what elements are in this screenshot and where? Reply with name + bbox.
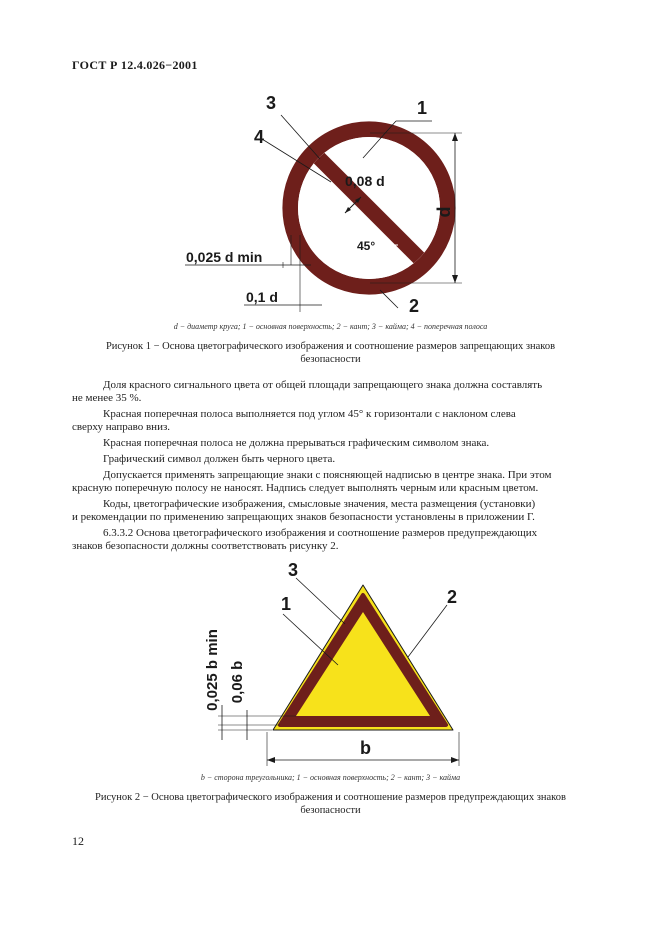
para-7-line2: знаков безопасности должны соответствовать рисунку 2. <box>72 540 339 552</box>
edge-min-label: 0,025 b min <box>204 629 221 711</box>
body-text <box>72 379 602 553</box>
page-number: 12 <box>72 834 84 848</box>
callout-2: 2 <box>447 587 458 607</box>
warning-sign-figure <box>180 550 500 772</box>
para-6-line2: и рекомендации по применению запрещающих знаков безопасности установлены в приложении Г. <box>72 511 535 523</box>
edge-min-label: 0,025 d min <box>186 249 263 265</box>
para-6-line1: Коды, цветографические изображения, смысловые значения, места размещения (установки) <box>103 498 536 510</box>
callout-3: 3 <box>266 93 277 113</box>
border-label: 0,1 d <box>246 289 278 305</box>
figure2-caption-line1: Рисунок 2 − Основа цветографического изображения и соотношение размеров предупреждающих знаков <box>95 792 566 803</box>
figure2-caption <box>40 791 621 817</box>
figure1-caption-line2: безопасности <box>300 354 361 365</box>
side-label: b <box>360 738 371 758</box>
para-4: Графический символ должен быть черного цвета. <box>103 453 336 465</box>
angle-label: 45° <box>357 239 376 253</box>
figure1-legend: d − диаметр круга; 1 − основная поверхность; 2 − кант; 3 − кайма; 4 − поперечная полоса <box>173 322 488 331</box>
para-1-line1: Доля красного сигнального цвета от общей площади запрещающего знака должна составлять <box>103 379 543 391</box>
para-7-line1: 6.3.3.2 Основа цветографического изображения и соотношение размеров предупреждающих <box>103 527 538 539</box>
para-2-line2: сверху направо вниз. <box>72 421 171 433</box>
leader-3 <box>296 578 345 624</box>
para-1-line2: не менее 35 %. <box>72 392 142 404</box>
callout-3: 3 <box>288 560 299 580</box>
figure2-caption-line2: безопасности <box>300 805 361 816</box>
document-header: ГОСТ Р 12.4.026−2001 <box>72 58 198 72</box>
callout-1: 1 <box>281 594 292 614</box>
callout-1: 1 <box>417 98 428 118</box>
para-2-line1: Красная поперечная полоса выполняется под углом 45° к горизонтали с наклоном слева <box>103 408 516 420</box>
stripe-label: 0,08 d <box>345 173 385 189</box>
leader-3 <box>281 115 320 159</box>
para-5-line1: Допускается применять запрещающие знаки с поясняющей надписью в центре знака. При этом <box>103 469 552 481</box>
prohibition-sign-figure <box>150 88 530 320</box>
figure1-caption-line1: Рисунок 1 − Основа цветографического изображения и соотношение размеров запрещающих знаков <box>105 341 556 352</box>
figure1-caption <box>40 340 621 366</box>
callout-4: 4 <box>254 127 265 147</box>
border-label: 0,06 b <box>229 660 246 704</box>
leader-2 <box>380 290 398 308</box>
leader-2 <box>408 605 447 657</box>
para-3: Красная поперечная полоса не должна прерываться графическим символом знака. <box>103 437 490 449</box>
diameter-label: d <box>434 206 454 218</box>
para-5-line2: красную поперечную полосу не наносят. Надпись следует выполнять черным или красным цветом. <box>72 482 539 494</box>
figure2-legend: b − сторона треугольника; 1 − основная поверхность; 2 − кант; 3 − кайма <box>200 773 461 782</box>
callout-2: 2 <box>409 296 420 316</box>
